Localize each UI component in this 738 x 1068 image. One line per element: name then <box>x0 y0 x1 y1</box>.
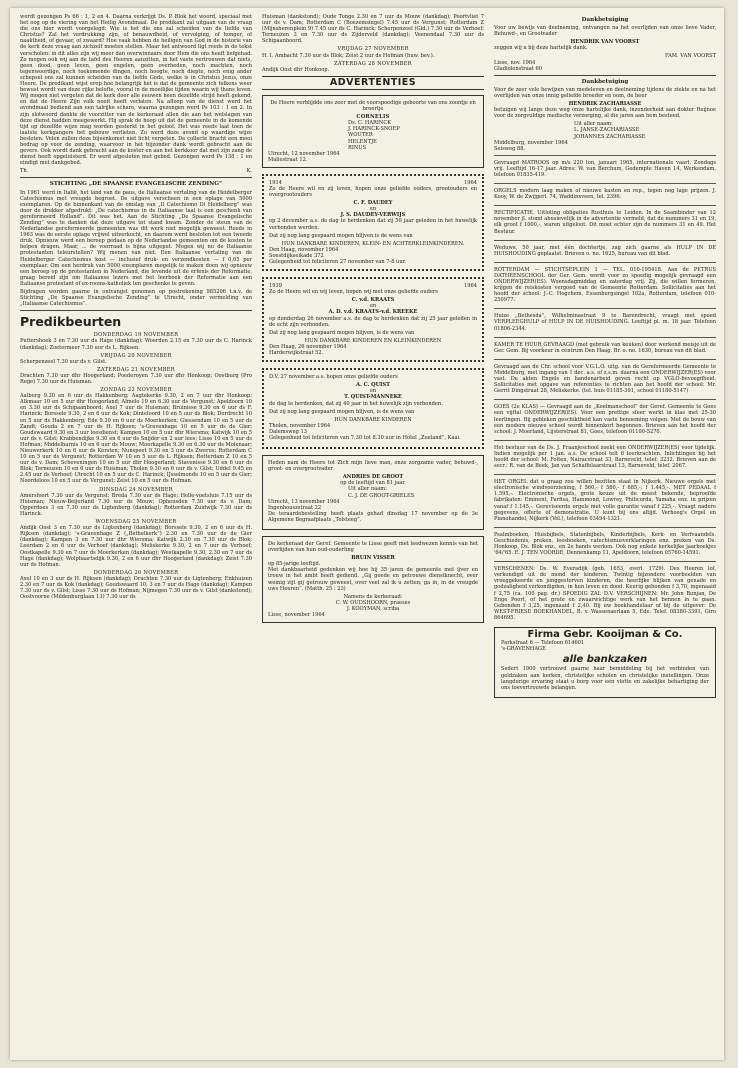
day-heading: DONDERDAG 19 NOVEMBER <box>93 332 179 339</box>
classified-ad: Gevraagd aan de Chr. school voor V.G.L.O. uitg. van de Gereformeerde Gemeente te Middelburg, met ingang van 1 dec. a.s. of z.s.m. daarna een ONDERWIJZER(ES) voor vast. De akten Engels en handenarbeid geven recht op VGLO-bevoegdheid. Sollicitaties met opgave van referenties te richten aan het hoofd der school: Mr. Gerrit Dingstraat 28, Meliskerke. (tel. huis 01185-391, school 01180-5147) <box>494 359 716 396</box>
parents-list <box>348 120 478 150</box>
year-end: 1964 <box>464 283 477 290</box>
announcement-text: Met dankbaarheid gedenken wij hoe hij 35 jaren de gemeente met ijver en trouw in het ambt heeft gediend. „Gij goede en getrouwe dienstknecht, over weinig zijt gij getrouw geweest, over veel zal ik u zetten; ga in, in de vreugde uws Heeren”. (Matth. 25 : 23) <box>268 567 478 592</box>
classified-ad: GOES (2e KLAS) — Gevraagd aan de „Koelmanschool” der Geref. Gemeente te Goes een vijftal ONDERWIJZER(ES). Voor een prettige sfeer werkt in klas met 25-30 leerlingen. Bij gebleken geschiktheid kan vaste benoeming volgen. Met de bouw van een modern nieuwe school wordt binnenkort begonnen. Brieven aan het hoofd der school: J. Moerland, Lijsterstraat 81, Goes, telefoon 01100-5270. <box>494 399 716 436</box>
column-right <box>494 14 716 1054</box>
announcement-address: Dalemsweg 13 <box>269 428 307 435</box>
day-text: Drachten 7.30 uur dhr Hoogerland; Poederoyen 7.30 uur dhr Honkoop; Oostburg (Pro Rege) 7.30 uur ds Huisman. <box>20 372 252 385</box>
parent-name: Ds. C. HARINCK <box>348 120 392 127</box>
thanks-text: Voor de zeer vele bewijzen van medeleven en deelneming tijdens de ziekte en na het overlijden van onze innig geliefde broeder en oom, de heer <box>494 86 716 99</box>
thanks-text: zeggen wij u bij deze hartelijk dank. <box>494 45 588 52</box>
article-text: wordt gezongen Ps 66 : 1, 2 en 4. Daarna verkrijgt Ds. P. Blok het woord, speciaal met het oog op de viering van het Heilig Avondmaal. De predikant zal uitgaan van de vraag die ons hier wordt voorgelegd: Wie is het die ons zal scheiden van de liefde van Christus? Zal het verdrukking zijn, of benauwdheid, of vervolging, of honger, of naaktheid, of gevaar, of zwaard? Hoe vaak hebben de heiligen van God in de historie van de kerk deze vraag aan zichzelf moeten stellen. Maar het antwoord ligt reeds in de tekst verscholen: in dit alles zijn wij meer dan overwinnaars door Hem die ons heeft liefgehad. Zo mogen ook wij aan de tafel des Heeren aanzitten, in het vaste vertrouwen dat niets, geen dood, geen leven, geen engelen, geen overheden, noch machten, noch tegenwoordige, noch toekomende dingen, noch hoogte, noch diepte, noch enig ander schepsel ons zal kunnen scheiden van de liefde Gods, welke is in Christus Jezus, onze Heere. De predikant wijst erop hoe belangrijk het is dat de gemeente zich telkens weer bewust wordt van deze rijke belofte, vooral in de moeilijke tijden waarin wij thans leven. Wij mogen niet vergeten dat de kerk door alle eeuwen heen dezelfde strijd heeft gekend, en dat de Heere Zijn volk nooit heeft verlaten. Na afloop van de dienst werd het avondmaal bediend aan een talrijke schare, waarna gezongen werd Ps 103 : 1 en 2. In zijn slotwoord dankte de voorzitter van de kerkeraad allen die aan het welslagen van deze dienst hadden meegewerkt. Hij sprak de hoop uit dat de gemeente in de komende tijd op dezelfde wijze mag worden gesterkt in het geloof. Het was reeds laat toen de laatste kerkgangers het gebouw verlieten. Zo werd deze avond op waardige wijze besloten. Velen zullen deze bijeenkomst niet licht vergeten. De collecte bracht een mooi bedrag op voor de zending, waarvoor in het bijzonder dank wordt gebracht aan de gevers. Ook wordt dank gebracht aan de koster en aan het kerkkoor dat met zijn zang de dienst heeft opgeluisterd. Er werd afgesloten met gebed. Gezongen werd Ps 138 : 1 en eindigt met dankgebed. <box>20 14 252 167</box>
schedule-day <box>20 332 252 350</box>
firm-text: Sedert 1900 vertrouwd gaarne haar bemiddeling bij het verbinden van geldzaken aan kerken, christelijke scholen en christelijke instellingen. Onze langdurige ervaring staat u borg voor een vlotte en zakelijke behartiging der ons toevertrouwde belangen. <box>501 666 709 691</box>
classified-ad: Het bestuur van de Ds. J. Fraanjeschool zoekt een ONDERWIJZER(ES) voor tijdelijk. Indien mogelijk per 1 jan. a.s. De school telt 8 leerkrachten. Inlichtingen bij het hoofd der school: M. Folten, Nairacstraat 33, Barneveld, telef. 3232. Brieven aan de secr.: R. van de Beek, Jan van Schaffelaarstraat 13, Barneveld, telef. 2067. <box>494 440 716 471</box>
announcement-place-date: Middelburg, november 1964 <box>494 139 568 146</box>
burial-info: De teraardebestelling heeft plaats gehad dinsdag 17 november op de 3e Algemene Begraafplaats „Tolsteeg”. <box>268 510 478 523</box>
announcement-intro: Heden nam de Heere tot Zich mijn lieve man, onze zorgzame vader, behuwd-, groot- en overgrootvader <box>268 460 478 473</box>
announcement-address: Seisweg 88. <box>494 145 526 152</box>
announcement-place-date: Den Haag, november 1964 <box>269 246 339 253</box>
announcement-address: Soestdijkseikade 372 <box>269 252 324 259</box>
death-announcement-visser <box>262 536 484 623</box>
classified-ad: KAMER TE HUUR GEVRAAGD (met gebruik van keuken) door werkend meisje uit de Ger. Gem. Bij voorkeur in centrum Den Haag. Br. o. no. 1630, bureau van dit blad. <box>494 337 716 356</box>
announcement-text: Dat zij nog lang gespaard mogen blijven is de wens van <box>269 232 413 239</box>
classified-ad: Psalmboeken, Huisbijbels, Statenbijbels, Kinderbijbels, Kerk- en Verfvaandels. Geschiedenis, preken, leesboeken, catechismusverklaringen enz. preken van Ds. Honkoop, Ds. Blok enz., en 2e hands werken. Ook nog enkele kerkelijke jaarboekjes '64/'65. E. J. TEN VOORDE, Dennenkamp 11, Apeldoorn, telefoon 05760-14591. <box>494 527 716 558</box>
announcement-text: op donderdag 26 november a.s. de dag te herdenken dat zij 25 jaar geleden in de echt zijn verbonden. <box>269 315 477 328</box>
sibling-name: HELENTJE <box>348 138 377 145</box>
announcement-intro: De kerkeraad der Geref. Gemeente te Lisse geeft met leedwezen kennis van het overlijden van hun oud-ouderling <box>268 541 478 554</box>
announcement-text: Dat zij nog lang gespaard mogen blijven, is de wens van <box>269 408 415 415</box>
classified-ad: RECTIFICATIE. Uitloting obligaties Rusthuis te Leiden. In de Saambinder van 12 november jl. stond abusievelijk in de advertentie vermeld, dat de nummers 31 en 19, elk groot f 1000,-, waren uitgeloot. Dit moet echter zijn de nummers 31 en 49. Het Bestuur. <box>494 205 716 236</box>
schedule-day <box>20 519 252 568</box>
column-middle <box>262 14 484 1054</box>
announcement-place-date: Tholen, november 1964 <box>269 422 331 429</box>
day-heading: ZONDAG 22 NOVEMBER <box>100 387 172 394</box>
article-text: Bijdragen worden gaarne in ontvangst genomen op postrekening 985206 t.n.v. de Stichting „De Spaanse Evangelische Zending” te Utrecht, onder vermelding van „Italiaanse Catechismus”. <box>20 289 252 308</box>
classified-ad: ORGELS modern laag maken of nieuwe kasten en rep., tegen nog lage prijzen. J. Kooy, W. de Zwijgerl. 74, Waddinxveen, tel. 2396. <box>494 183 716 202</box>
deceased-name: HENDRIK ZACHARIASSE <box>568 101 642 108</box>
sibling-name: WOUTER <box>348 132 373 139</box>
death-announcement-de-groot <box>262 455 484 530</box>
sibling-name: RINUS <box>348 144 367 151</box>
couple-and: en <box>369 206 377 213</box>
classified-ad: Gevraagd MATROOS op m/s 220 ton, januari 1965, internationale vaart. Zondags vrij. Leeftijd 16-17 jaar. Adres: W. van Berchum, Gedempte Haven 14, Werkendam, telefoon 01835-419. <box>494 155 716 180</box>
announcement-intro: D.V. 27 november a.s. hopen onze geliefde ouders <box>269 374 398 381</box>
divider <box>20 310 252 311</box>
divider <box>494 75 716 76</box>
firm-address: Parkstraat 6 — Telefoon 614601 <box>501 640 585 647</box>
day-text: Scherpenzeel 7.30 uur ds v. Gilst. <box>20 358 107 365</box>
article-signature <box>20 168 252 174</box>
day-text: Amersfoort 7.30 uur ds Vergunst; Breda 7.30 uur ds Hage; Helle-voetsluis 7.15 uur ds Huisman; Nieuw-Beijerland 7.30 uur ds Mouw; Opheusden 7.30 uur ds v. Dam; Opperdoes 3 en 7.30 uur ds Ligtenberg (dankdag); Rotterdam Zuidwijk 7.30 uur ds Harinck. <box>20 492 252 517</box>
year-start: 1939 <box>269 283 282 290</box>
article-text: In 1961 werd in Italië, het land van de paus, de Italiaanse vertaling van de Heidelberger Catechismus met vreugde begroet. De uitgave verscheen in een oplage van 5000 exemplaren. Op de binnenkant van de omslag van „Il Catechismo Di Heidelberg” was door de drukker afgedrukt: „De catechismus in de Italiaanse taal is een geschenk van gereformeerd Holland”. Dit was het. Aan de Stichting „De Spaanse Evangelische Zending” was te danken dat deze uitgave tot stand kwam. Zonder de steun van de Nederlandse gereformeerde gemeenten was dit werk niet mogelijk geweest. Reeds in 1963 was de eerste oplage vrijwel uitverkocht, en daarom werd besloten tot een tweede druk. Opnieuw werd een beroep gedaan op de Nederlandse gemeenten om de kosten te helpen dragen. Maar, ... de voorraad is bijna uitgeput. Mogen wij nu de Italiaanse protestanten teleurstellen? Wij menen van niet. Een Italiaanse vertaling van de Heidelberger Catechismus kost — inclusief druk- en verzendkosten — f 0,65 per exemplaar. Om een herdruk van 5000 exemplaren mogelijk te maken doen wij opnieuw een beroep op de protestanten in Nederland, die levende uit de erfenis der Reformatie, graag bereid zijn om Italiaanse lezers met het leerboek der Reformatie aan een Italiaanse protestant of ex-rooms-katholiek ten geschenke te geven. <box>20 189 252 287</box>
reception-info: Gelegenheid tot feliciteren van 7.30 tot 8.30 uur in Hotel „Zeeland”, Kaai. <box>269 434 461 441</box>
day-heading: DINSDAG 24 NOVEMBER <box>99 486 173 493</box>
couple-and: en <box>369 303 377 310</box>
reception-info: Gelegenheid tot feliciteren 27 november van 7-8 uur. <box>269 259 407 265</box>
day-heading: WOENSDAG 25 NOVEMBER <box>95 519 177 526</box>
signature-left: Th. <box>20 168 29 175</box>
advertenties-header: ADVERTENTIES <box>262 76 484 90</box>
deceased-name: HENDRIK VAN VOORST <box>570 39 640 46</box>
couple-name: C. v.d. KRAATS <box>351 297 395 304</box>
divider <box>20 177 252 178</box>
schedule-day <box>20 367 252 385</box>
schedule-continued: Huisman (dankstond); Oude Tonge 2.30 en 7 uur ds Mouw (dankdag); Poortvliet 7 uur ds v. Dam; Rotterdam C (Boezemsingel) 7.45 uur ds Vergunst; Rotterdam Z (Mijnsherenplein 9) 7.45 uur ds C. Harinck; Scherpenzeel (Gld.) 7.30 uur ds Verhoef; Terneuzen 3 en 7.30 uur ds Zijderveld (dankdag); Veenendaal 7.30 uur ds Schipaanboord. <box>262 14 484 45</box>
section-title-predikbeurten: Predikbeurten <box>20 314 122 330</box>
thanks-text: Voor uw bewijs van deelneming, ontvangen na het overlijden van onze lieve Vader, Behuwd-, en Grootvader <box>494 25 716 38</box>
deceased-age: op de leeftijd van 81 jaar. <box>340 480 406 487</box>
signature-name: L. JANSE-ZACHARIASSE <box>574 127 640 134</box>
classified-ad: Weduwe, 50 jaar, met één dochtertje, zag zich gaarne als HULP IN DE HUISHOUDING geplaatst. Brieven o. no. 1625, bureau van dit blad. <box>494 240 716 259</box>
family-signature: HUN DANKBARE KINDEREN EN KLEINKINDEREN <box>304 337 442 344</box>
thanks-announcement-van-voorst <box>494 17 716 72</box>
announcement-intro: De Heere verblijdde ons zeer met de voorspoedige geboorte van ons zoontje en broertje <box>270 99 476 113</box>
anniversary-announcement-daudey <box>262 174 484 271</box>
deceased-name: BRUIN VISSER <box>351 555 395 562</box>
signature-label: Uit aller naam: <box>348 486 387 493</box>
firm-kooijman-ad <box>494 627 716 698</box>
firm-city: 's-GRAVENHAGE <box>501 646 546 653</box>
schedule-day <box>20 487 252 517</box>
announcement-place-date: Lisse, nov. 1964 <box>494 59 536 66</box>
anniversary-announcement-kraats <box>262 277 484 362</box>
signature-name: C. W. OUDSHOORN, praeses <box>335 599 411 606</box>
announcement-text: op 2 december a.s. de dag te herdenken dat zij 50 jaar geleden in het huwelijk verbonden werden. <box>269 218 477 231</box>
thanks-title: Dankbetuiging <box>581 17 629 23</box>
schedule-day <box>20 387 252 485</box>
day-heading: ZATERDAG 28 NOVEMBER <box>334 60 412 67</box>
signature-label: Namens de kerkeraad: <box>343 593 403 600</box>
day-heading: ZATERDAG 21 NOVEMBER <box>97 366 175 373</box>
announcement-address: Maliestraat 12. <box>268 156 308 163</box>
signature-right: K. <box>246 168 252 175</box>
classified-ad: ROTTERDAM — STICHTSEPLEIN 1 — TEL. 010-195418. Aan de PETRUS DATHEENSCHOOL der Ger. Gem. wordt voor zo spoedig mogelijk gevraagd een ONDERWIJZER(ES). Woensdagmiddag en zaterdag vrij. Zij, die willen formeren, krijgen de reiskosten vergoed van de Gemeente Rotterdam. Sollicitaties aan het hoofd der school: J.-C. Hogchem, Essenburgsingel 102a, Rotterdam, telefoon 010-250977. <box>494 262 716 306</box>
article-headline: STICHTING „DE SPAANSE EVANGELISCHE ZENDING” <box>49 181 223 188</box>
year-end: 1964 <box>464 179 477 186</box>
day-text: Axel 10 en 3 uur ds H. Rijksen (dankdag); Drachten 7.30 uur ds Ligtenberg; Enkhuizen 2.30 en 7 uur ds Kok (dankdag); Goudswaard 10, 3 en 7 uur ds Hage (dankdag); Kampen 7.30 uur ds v. Gilst; Lisse 7.30 uur ds Hofman; Nijmegen 7.30 uur ds v. Gilst (dankstond); Oostvoorne (Mildenburglaan 13) 7.30 uur ds <box>20 575 252 601</box>
couple-name: A. C. QUIST <box>356 382 390 389</box>
day-text: Andijk Oost dhr Honkoop. <box>262 66 330 73</box>
couple-name: J. S. DAUDEY-VERWIJS <box>340 212 406 219</box>
classified-ad: HET ORGEL dat u graag zou willen bezitten staat in Nijkerk. Nieuwe orgels met electronische windvoorziening, f 560,- f 580,- f 685,-; f 1.445,-. MET PEDAAL f 1.595,-. Electronische orgels, grote keuze uit de meest bekende, beproefde fabrikaten: Eminent, Farfisa, Hammond, Lowrey, Philicorda, Yamaha enz. in prijzen vanaf f 1.145,-. Gereviseerde orgels met volle garantie vanaf f 225,-. Vraagt nadere gegevens, offerte of demonstratie. U kunt bij ons altijd. Verhoog's Orgel en Pianohandel, Nijkerk (Vel.), telefoon 03494-1321. <box>494 474 716 524</box>
announcement-address: Harderwijkstraat 52. <box>269 350 324 357</box>
newspaper-page <box>10 8 724 1060</box>
parent-name: J. HARINCK-SNOEP <box>348 126 400 133</box>
schedule-day <box>20 570 252 600</box>
announcement-place-date: Den Haag, 26 november 1964 <box>269 343 347 350</box>
announcement-place-date: Utrecht, 12 november 1964 <box>268 150 340 157</box>
announcement-text: Dat zij nog lang gespaard mogen blijven, is de wens van <box>269 329 415 336</box>
day-text: Andijk Oost 3 en 7.30 uur ds Ligtenberg (dankdag); Borssele 9.30, 2 en 6 uur ds H. Rijksen (dankdag); 's-Gravenhage Z („Bethelkerk”) 2.30 en 7.30 uur ds de Gier (dankdag); Kampen 3 en 7.30 uur dhr Wiersma; Katwijk 2.30 en 7.30 uur ds Blok; Leerdam 2 en 6 uur ds Verhoef (dankdag); Meliskerke 9.30, 2 en 7 uur ds Verhoef; Oostkapelle 9.30 en 7 uur ds Moerkerken (dankdag); Westkapelle 9.30, 2.30 en 7 uur ds Hage (dankdag); Wolphaartsdijk 9.30, 2 en 6 uur dhr Hoogerland (dankdag); Zeist 7.30 uur ds Hofman. <box>20 525 252 568</box>
signature-name: J. KOOYMAN, scriba <box>346 605 400 612</box>
couple-name: A. D. v.d. KRAATS-v.d. KREEKE <box>328 309 418 316</box>
day-text: Aalburg 9.30 en 6 uur ds Hakkenberg; Aagtekerke 9.30, 2 en 7 uur dhr Honkoop; Alkmaar 10 en 5 uur dhr Hoogerland; Almelo 10 en 6.30 uur ds Vergunst; Apeldoorn 10 en 3.30 uur ds Schipaanboord; Axel 7 uur ds Huisman; Bruinisse 9.30 en 6 uur ds F. Harinck; Borssele 9.30, 2 en 6 uur ds Kok; Dinteloord 10 en 5 uur ds Blok; Dordrecht 10 en 5 uur ds Hakkenberg; Ede 9.30 en 6 uur ds Moerkerken; Giessendam 10 en 5 uur ds Zandt; Gouda 2 en 7 uur ds H. Rijksen; 's-Gravenhage 10 en 5 uur ds de Gier; Goudswaard 9.30 en 3 uur leesdienst; Kampen 10 en 5 uur dhr Wiersma; Katwijk 10 en 5 uur ds v. Gilst; Krabbendijke 9.30 en 6 uur ds Snijder en 2 uur lees; Lisse 10 en 5 uur ds Hofman; Middelharnis 10 en 6 uur ds Mouw; Moerkapelle 9.30 en 6.30 uur ds Molenaar; Nieuwerkerk 10 en 6 uur ds Kersten; Nunspeet 9.30 en 3 uur ds Zwerus; Rotterdam C 10 en 5 uur ds Vergunst; Rotterdam W 10 en 5 uur ds L. Rijksen; Rotterdam Z 10 en 5 uur ds v. Dam; Scheveningen 10 en 5 uur dhr Hoogerland; Stavenisse 9.30 en 6 uur ds Blok; Terneuzen 10 en 6 uur ds Huisman; Tholen 9.30 en 6 uur ds v. Gilst; Uddel 9.45 en 2.45 uur ds Verhoef; Utrecht 10 en 5 uur ds C. Harinck; IJsselmonde 10 en 5 uur ds Gier; Noordeloos 10 en 5 uur ds Vergunst; Zeist 10 en 5 uur ds Hofman. <box>20 393 252 485</box>
day-heading: VRIJDAG 27 NOVEMBER <box>337 46 409 53</box>
day-heading: DONDERDAG 26 NOVEMBER <box>93 569 179 576</box>
couple-and: en <box>369 388 377 395</box>
announcement-place-date: Lisse, november 1964 <box>268 612 325 619</box>
day-heading: VRIJDAG 20 NOVEMBER <box>100 352 172 359</box>
child-name: CORNELIS <box>356 114 390 121</box>
column-left <box>20 14 252 1054</box>
year-start: 1914 <box>269 179 282 186</box>
firm-subtitle: alle bankzaken <box>562 654 648 666</box>
announcement-intro: Zo de Heere wil en zij leven, hopen onze geliefde ouders, grootouders en overgrootouders <box>269 185 477 199</box>
classified-ad: Huize „Bethesda”, Wilhelminastraat 9 te Barendrecht, vraagt met spoed VERPLEEGHULP of HULP IN DE HUISHOUDING. Leeftijd pl. m. 18 jaar. Telefoon 01806-2344. <box>494 308 716 333</box>
signature-label: Uit aller naam: <box>574 121 613 128</box>
schedule-day <box>20 353 252 365</box>
family-signature: HUN DANKBARE KINDEREN, KLEIN- EN ACHTERKLEINKINDEREN. <box>281 240 465 247</box>
announcement-intro: Zo de Heere wil en wij leven, hopen wij met onze geliefde ouders <box>269 289 438 296</box>
couple-name: T. QUIST-MANNEKE <box>344 394 402 401</box>
classified-ad: VERSCHENEN: Ds. W. Everadijk (geb. 1653, overl. 1729). Des Heeren lof, verkondigd uit de mond der kinderen. Twintig bijzondere voorbeelden van vroeggekeerde en jonggestorven kinderen, die heerlijke blijken van genade en godzaligheid verkondigden, in hun leven en dood. Keurig gebonden f 3,70, ingenaaid f 2,75 (ca. 100 pag. dr.) SPOEDIG ZAL D.V. VERSCHIJNEN: Mr. John Bunjan, De Enge Poort, of het grote en zwaarwichtige werk van het bennen in te gaan. Gebonden f 3,25, ingenaaid f 2,40. Bij uw boekhandelaar of bij de uitgever: De WEST-FRIESE BOEKHANDEL, B. v. Wassenaerlaan 5, Ede. Telef. 08380-3391, Giro 864695. <box>494 561 716 623</box>
family-signature: HUN DANKBARE KINDEREN <box>334 416 412 423</box>
day-text: H. I. Ambacht 7.30 uur ds Blok; Zeist 2 uur ds Hofman (huw. bev.). <box>262 52 435 59</box>
announcement-place-date: Utrecht, 13 november 1964 <box>268 498 340 505</box>
couple-name: C. F. DAUDEY <box>353 200 393 207</box>
anniversary-announcement-quist <box>262 368 484 449</box>
deceased-name: ANDRIES DE GROOT <box>342 474 404 481</box>
thanks-title: Dankbetuiging <box>581 78 629 85</box>
signature-name: C. J. DE GROOT-GRIELES <box>348 492 415 499</box>
signature-name: JOHANNES ZACHARIASSE <box>574 133 646 140</box>
thanks-announcement-zachariasse <box>494 79 716 152</box>
announcement-text: de dag te herdenken, dat zij 40 jaar in het huwelijk zijn verbonden. <box>269 400 443 407</box>
thanks-text: betuigen wij langs deze weg onze hartelijke dank, inzonderheid aan dokter Reijnoe voor de zorgvuldige medische verzorging, al die jaren aan hem besteed. <box>494 107 716 120</box>
day-text: Puttershoek 3 en 7.30 uur ds Hage (dankdag); Woerden 2.15 en 7.30 uur ds C. Harinck (dankdag); Zoetermeer 7.30 uur ds L. Rijksen. <box>20 338 252 351</box>
announcement-address: Gladiolenstraat 60 <box>494 65 542 72</box>
family-signature: FAM. VAN VOORST <box>665 53 716 60</box>
firm-title: Firma Gebr. Kooijman & Co. <box>527 629 683 641</box>
birth-announcement <box>262 95 484 168</box>
announcement-address: Ingenhouszstraat 22 <box>268 504 322 511</box>
deceased-age: op 85-jarige leeftijd. <box>268 561 321 568</box>
